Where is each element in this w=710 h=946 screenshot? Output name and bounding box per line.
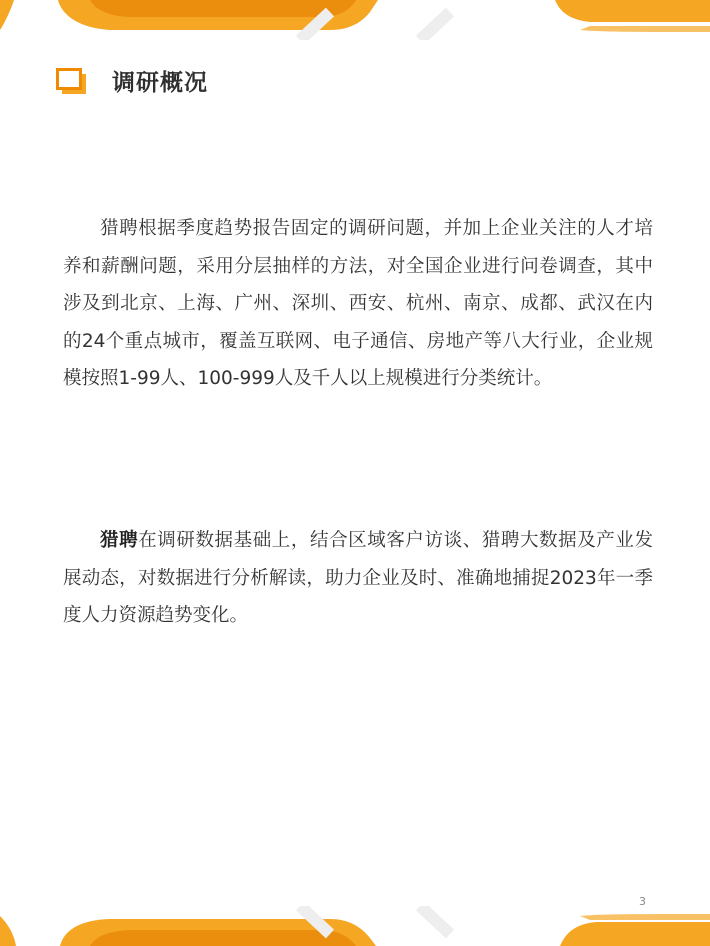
section-heading xyxy=(56,64,208,97)
bottom-decoration-bar xyxy=(0,906,710,946)
top-decoration-bar xyxy=(0,0,710,40)
square-bullet-icon xyxy=(56,68,86,94)
page-number: 3 xyxy=(639,895,646,908)
brand-name: 猎聘 xyxy=(100,530,139,551)
analysis-description-paragraph xyxy=(63,522,653,635)
survey-description-paragraph: 猎聘根据季度趋势报告固定的调研问题，并加上企业关注的人才培养和薪酬问题，采用分层抽样的方法，对全国企业进行问卷调查，其中涉及到北京、上海、广州、深圳、西安、杭州、南京、成都、武汉在内的24个重点城市，覆盖互联网、电子通信、房地产等八大行业，企业规模按照1-99人、100-999人及千人以上规模进行分类统计。 xyxy=(63,218,653,389)
page-title: 调研概况 xyxy=(112,70,208,96)
analysis-description-text: 在调研数据基础上，结合区域客户访谈、猎聘大数据及产业发展动态，对数据进行分析解读，助力企业及时、准确地捕捉2023年一季度人力资源趋势变化。 xyxy=(63,530,653,626)
